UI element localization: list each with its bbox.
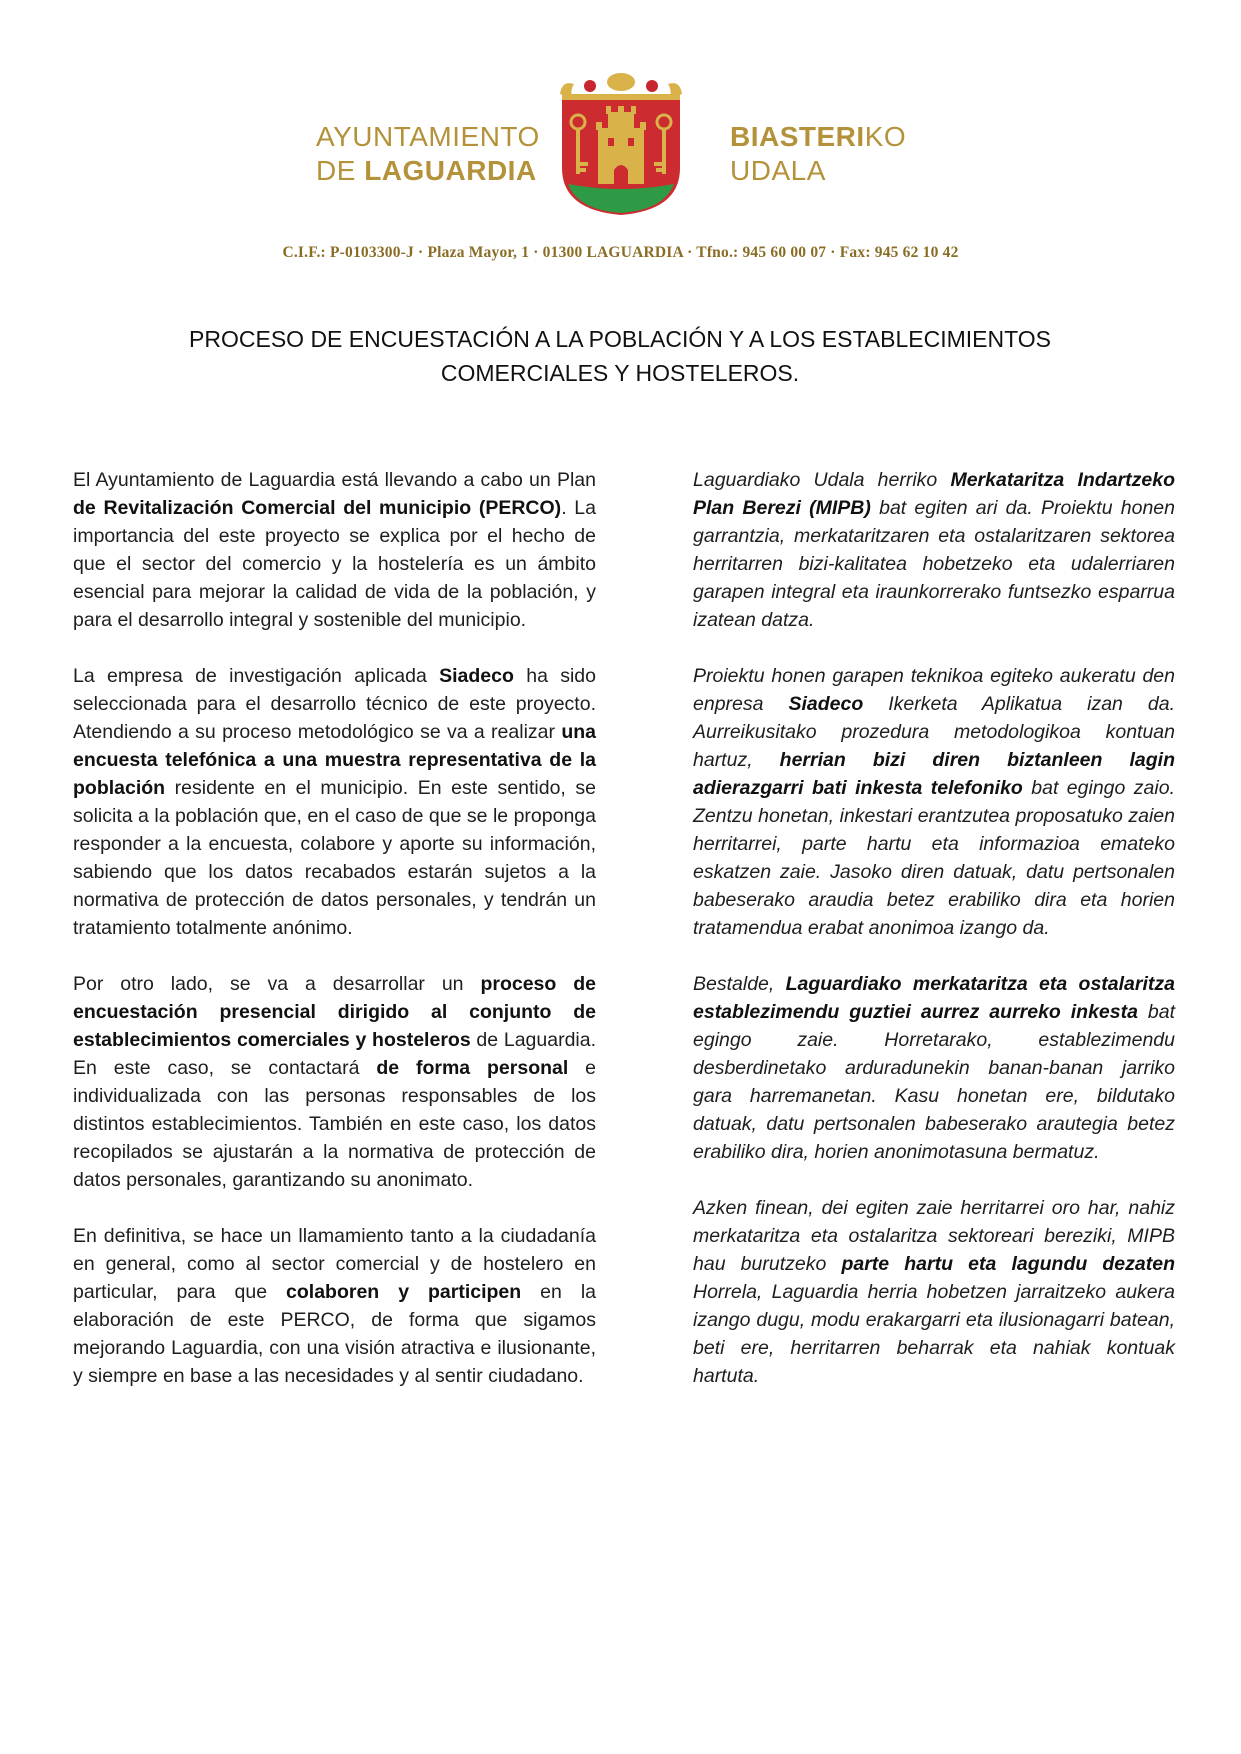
text-run: La empresa de investigación aplicada [73,665,440,687]
organization-name-spanish [316,120,540,188]
bold-run: una encuesta telefónica a una muestra representativa de la población [73,721,596,799]
bold-run: proceso de encuestación presencial dirigido al conjunto de establecimientos comerciales y hosteleros [73,973,596,1051]
org-name-basque-line1 [730,120,906,154]
text-run: ha sido seleccionada para el desarrollo técnico de este proyecto. Atendiendo a su proceso metodológico se va a realizar [73,665,596,743]
text-run: Azken finean, dei egiten zaie herritarrei oro har, nahiz merkataritza eta ostalaritza sektoreari bereziki, MIPB hau burutzeko [693,1197,1175,1275]
text-run: Ikerketa Aplikatua izan da. Aurreikusitako prozedura metodologikoa kontuan hartuz, [693,693,1175,771]
paragraph [73,466,596,634]
document-title [120,322,1120,390]
text-run: bat egingo zaio. Zentzu honetan, inkestari erantzutea proposatuko zaien herritarrei, parte hartu eta informazioa emateko eskatzen zaie. Jasoko diren datuak, datu pertsonalen babeserako araudia betez erabiliko dira eta horien tratamendua erabat anonimoa izango da. [693,777,1175,939]
bold-run: herrian bizi diren biztanleen lagin adierazgarri bati inkesta telefoniko [693,749,1175,799]
text-run: Por otro lado, se va a desarrollar un [73,973,481,995]
org-name-basque-suffix: KO [864,121,907,152]
contact-info: C.I.F.: P-0103300-J · Plaza Mayor, 1 · 01300 LAGUARDIA · Tfno.: 945 60 00 07 · Fax: 945 62 10 42 [282,244,959,261]
paragraph [73,662,596,942]
bold-run: de forma personal [376,1057,569,1079]
text-run: Laguardiako Udala herriko [693,469,951,491]
letterhead [306,72,922,212]
title-line2: COMERCIALES Y HOSTELEROS. [440,360,800,386]
text-run: . La importancia del este proyecto se explica por el hecho de que el sector del comercio y la hostelería es un ámbito esencial para mejorar la calidad de vida de la población, y para el desarrollo integral y sostenible del municipio. [73,497,596,631]
text-run: Horrela, Laguardia herria hobetzen jarraitzeko aukera izango dugu, modu erakargarri eta ilusionagarri batean, beti ere, herritarren beharrak eta nahiak kontuak hartuta. [693,1281,1175,1387]
text-run: Bestalde, [693,973,786,995]
text-run: El Ayuntamiento de Laguardia está llevando a cabo un Plan [73,469,596,491]
text-run: de Laguardia. En este caso, se contactará [73,1029,597,1079]
org-name-basque-town: BIASTERI [730,121,865,152]
title-line1: PROCESO DE ENCUESTACIÓN A LA POBLACIÓN Y A LOS ESTABLECIMIENTOS [189,326,1051,352]
text-run: bat egiten ari da. Proiektu honen garrantzia, merkataritzaren eta ostalaritzaren sektorea herritarren bizi-kalitatea hobetzeko eta udalerriaren garapen integral eta iraunkorrerako funtsezko esparrua izatean datza. [693,497,1175,631]
bold-run: parte hartu eta lagundu dezaten [841,1253,1175,1275]
bold-run: de Revitalización Comercial del municipio (PERCO) [73,497,562,519]
bold-run: Siadeco [788,693,864,715]
spanish-column [73,466,596,1418]
organization-name-basque [730,120,906,188]
text-run: bat egingo zaie. Horretarako, establezimendu desberdinetako arduradunekin banan-banan jarriko gara harremanetan. Kasu honetan ere, bildutako datuak, datu pertsonalen babeserako arautegia betez erabiliko dira, horien anonimotasuna bermatuz. [693,1001,1175,1163]
paragraph [693,1194,1175,1390]
org-name-line1: AYUNTAMIENTO [316,121,540,152]
paragraph [693,970,1175,1166]
basque-column [693,466,1175,1418]
org-name-town: LAGUARDIA [364,155,537,186]
text-run: En definitiva, se hace un llamamiento tanto a la ciudadanía en general, como al sector comercial y de hostelero en particular, para que [73,1225,596,1303]
text-run: e individualizada con las personas responsables de los distintos establecimientos. También en este caso, los datos recopilados se ajustarán a la normativa de protección de datos personales, garantizando su anonimato. [73,1057,596,1191]
bold-run: colaboren y participen [286,1281,522,1303]
org-name-basque-line2: UDALA [730,155,826,186]
paragraph [693,466,1175,634]
bold-run: Laguardiako merkataritza eta ostalaritza establezimendu guztiei aurrez aurreko inkesta [693,973,1175,1023]
coat-of-arms-icon [556,72,686,217]
text-run: Proiektu honen garapen teknikoa egiteko aukeratu den enpresa [693,665,1175,715]
bold-run: Merkataritza Indartzeko Plan Berezi (MIPB) [693,469,1175,519]
org-name-prefix: DE [316,155,365,186]
text-run: residente en el municipio. En este sentido, se solicita a la población que, en el caso de que se le proponga responder a la encuesta, colabore y aporte su información, sabiendo que los datos recabados estarán sujetos a la normativa de protección de datos personales, y tendrán un tratamiento totalmente anónimo. [73,777,596,939]
paragraph [693,662,1175,942]
bold-run: Siadeco [439,665,514,687]
org-name-line2 [316,154,540,188]
text-run: en la elaboración de este PERCO, de forma que sigamos mejorando Laguardia, con una visión atractiva e ilusionante, y siempre en base a las necesidades y al sentir ciudadano. [73,1281,597,1387]
paragraph [73,970,596,1194]
paragraph [73,1222,596,1390]
